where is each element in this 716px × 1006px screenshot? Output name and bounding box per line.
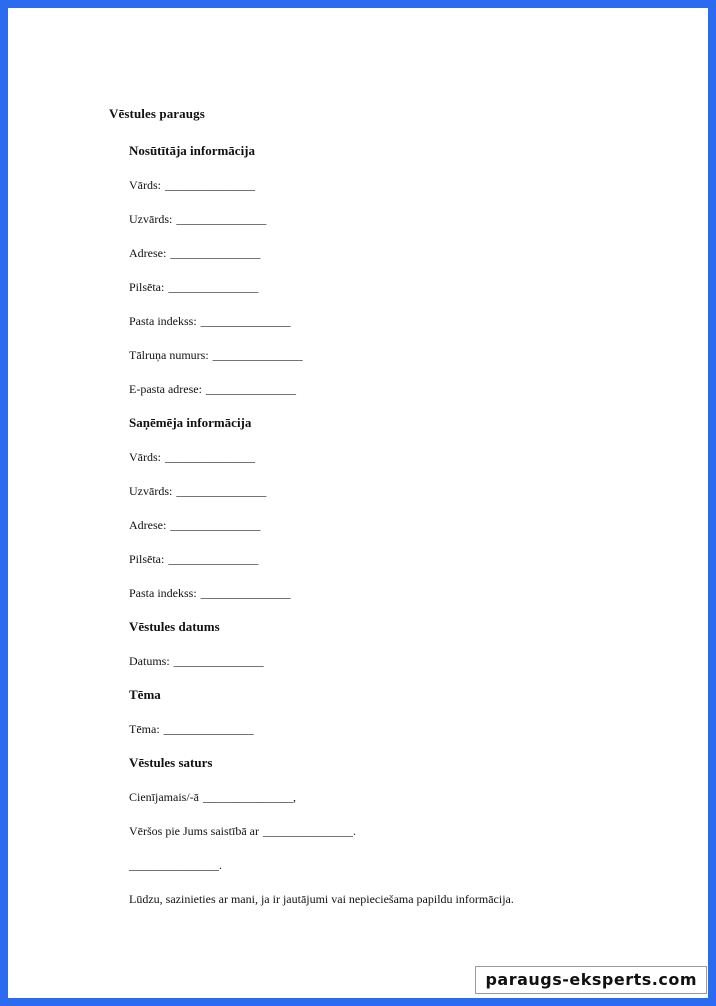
recipient-city-row <box>129 542 649 576</box>
field-label: Vārds: <box>129 177 161 192</box>
letter-content <box>129 134 649 916</box>
blank-line: _______________ <box>205 381 296 396</box>
field-label: Uzvārds: <box>129 483 173 498</box>
blank-line: _______________ <box>170 517 261 532</box>
blank-line: _______________ <box>170 245 261 260</box>
blank-line: _______________ <box>200 585 291 600</box>
date-heading: Vēstules datums <box>129 619 220 634</box>
greeting-punctuation: , <box>292 789 296 804</box>
blank-line: _______________ <box>200 313 291 328</box>
field-label: Vārds: <box>129 449 161 464</box>
blank-line: _______________ <box>202 789 293 804</box>
blank-line: _______________ <box>176 211 267 226</box>
document-title: Vēstules paraugs <box>109 106 205 121</box>
field-label: Pasta indekss: <box>129 313 197 328</box>
field-label: Pilsēta: <box>129 551 165 566</box>
sender-phone-row <box>129 338 649 372</box>
body-line-1-punctuation: . <box>352 823 356 838</box>
document-page <box>8 8 708 998</box>
subject-heading: Tēma <box>129 687 161 702</box>
field-label: Pilsēta: <box>129 279 165 294</box>
field-label: Adrese: <box>129 517 167 532</box>
blank-line: _______________ <box>262 823 353 838</box>
sender-city-row <box>129 270 649 304</box>
sender-address-row <box>129 236 649 270</box>
blank-line: _______________ <box>165 177 255 192</box>
watermark-logo: paraugs-eksperts.com <box>475 966 707 994</box>
sender-heading: Nosūtītāja informācija <box>129 143 256 158</box>
subject-row <box>129 712 649 746</box>
body-line-1 <box>129 814 649 848</box>
date-row <box>129 644 649 678</box>
greeting-row <box>129 780 649 814</box>
blank-line: _______________ <box>129 857 219 872</box>
blank-line: _______________ <box>168 551 259 566</box>
greeting-text: Cienījamais/-ā <box>129 789 199 804</box>
field-label: Adrese: <box>129 245 167 260</box>
field-label: Uzvārds: <box>129 211 173 226</box>
body-line-2-punctuation: . <box>219 857 222 872</box>
blank-line: _______________ <box>176 483 267 498</box>
recipient-heading: Saņēmēja informācija <box>129 415 252 430</box>
field-label: Tēma: <box>129 721 160 736</box>
blank-line: _______________ <box>173 653 264 668</box>
recipient-postcode-row <box>129 576 649 610</box>
field-label: Pasta indekss: <box>129 585 197 600</box>
recipient-first-name-row <box>129 440 649 474</box>
sender-postcode-row <box>129 304 649 338</box>
body-heading: Vēstules saturs <box>129 755 213 770</box>
body-line-1-text: Vēršos pie Jums saistībā ar <box>129 823 259 838</box>
blank-line: _______________ <box>165 449 255 464</box>
blank-line: _______________ <box>168 279 259 294</box>
closing-paragraph: Lūdzu, sazinieties ar mani, ja ir jautājumi vai nepieciešama papildu informācija. <box>129 891 514 906</box>
field-label: E-pasta adrese: <box>129 381 202 396</box>
blank-line: _______________ <box>163 721 254 736</box>
recipient-last-name-row <box>129 474 649 508</box>
sender-email-row <box>129 372 649 406</box>
sender-last-name-row <box>129 202 649 236</box>
field-label: Datums: <box>129 653 170 668</box>
recipient-address-row <box>129 508 649 542</box>
blank-line: _______________ <box>212 347 303 362</box>
sender-first-name-row <box>129 168 649 202</box>
body-line-2 <box>129 848 649 882</box>
field-label: Tālruņa numurs: <box>129 347 209 362</box>
